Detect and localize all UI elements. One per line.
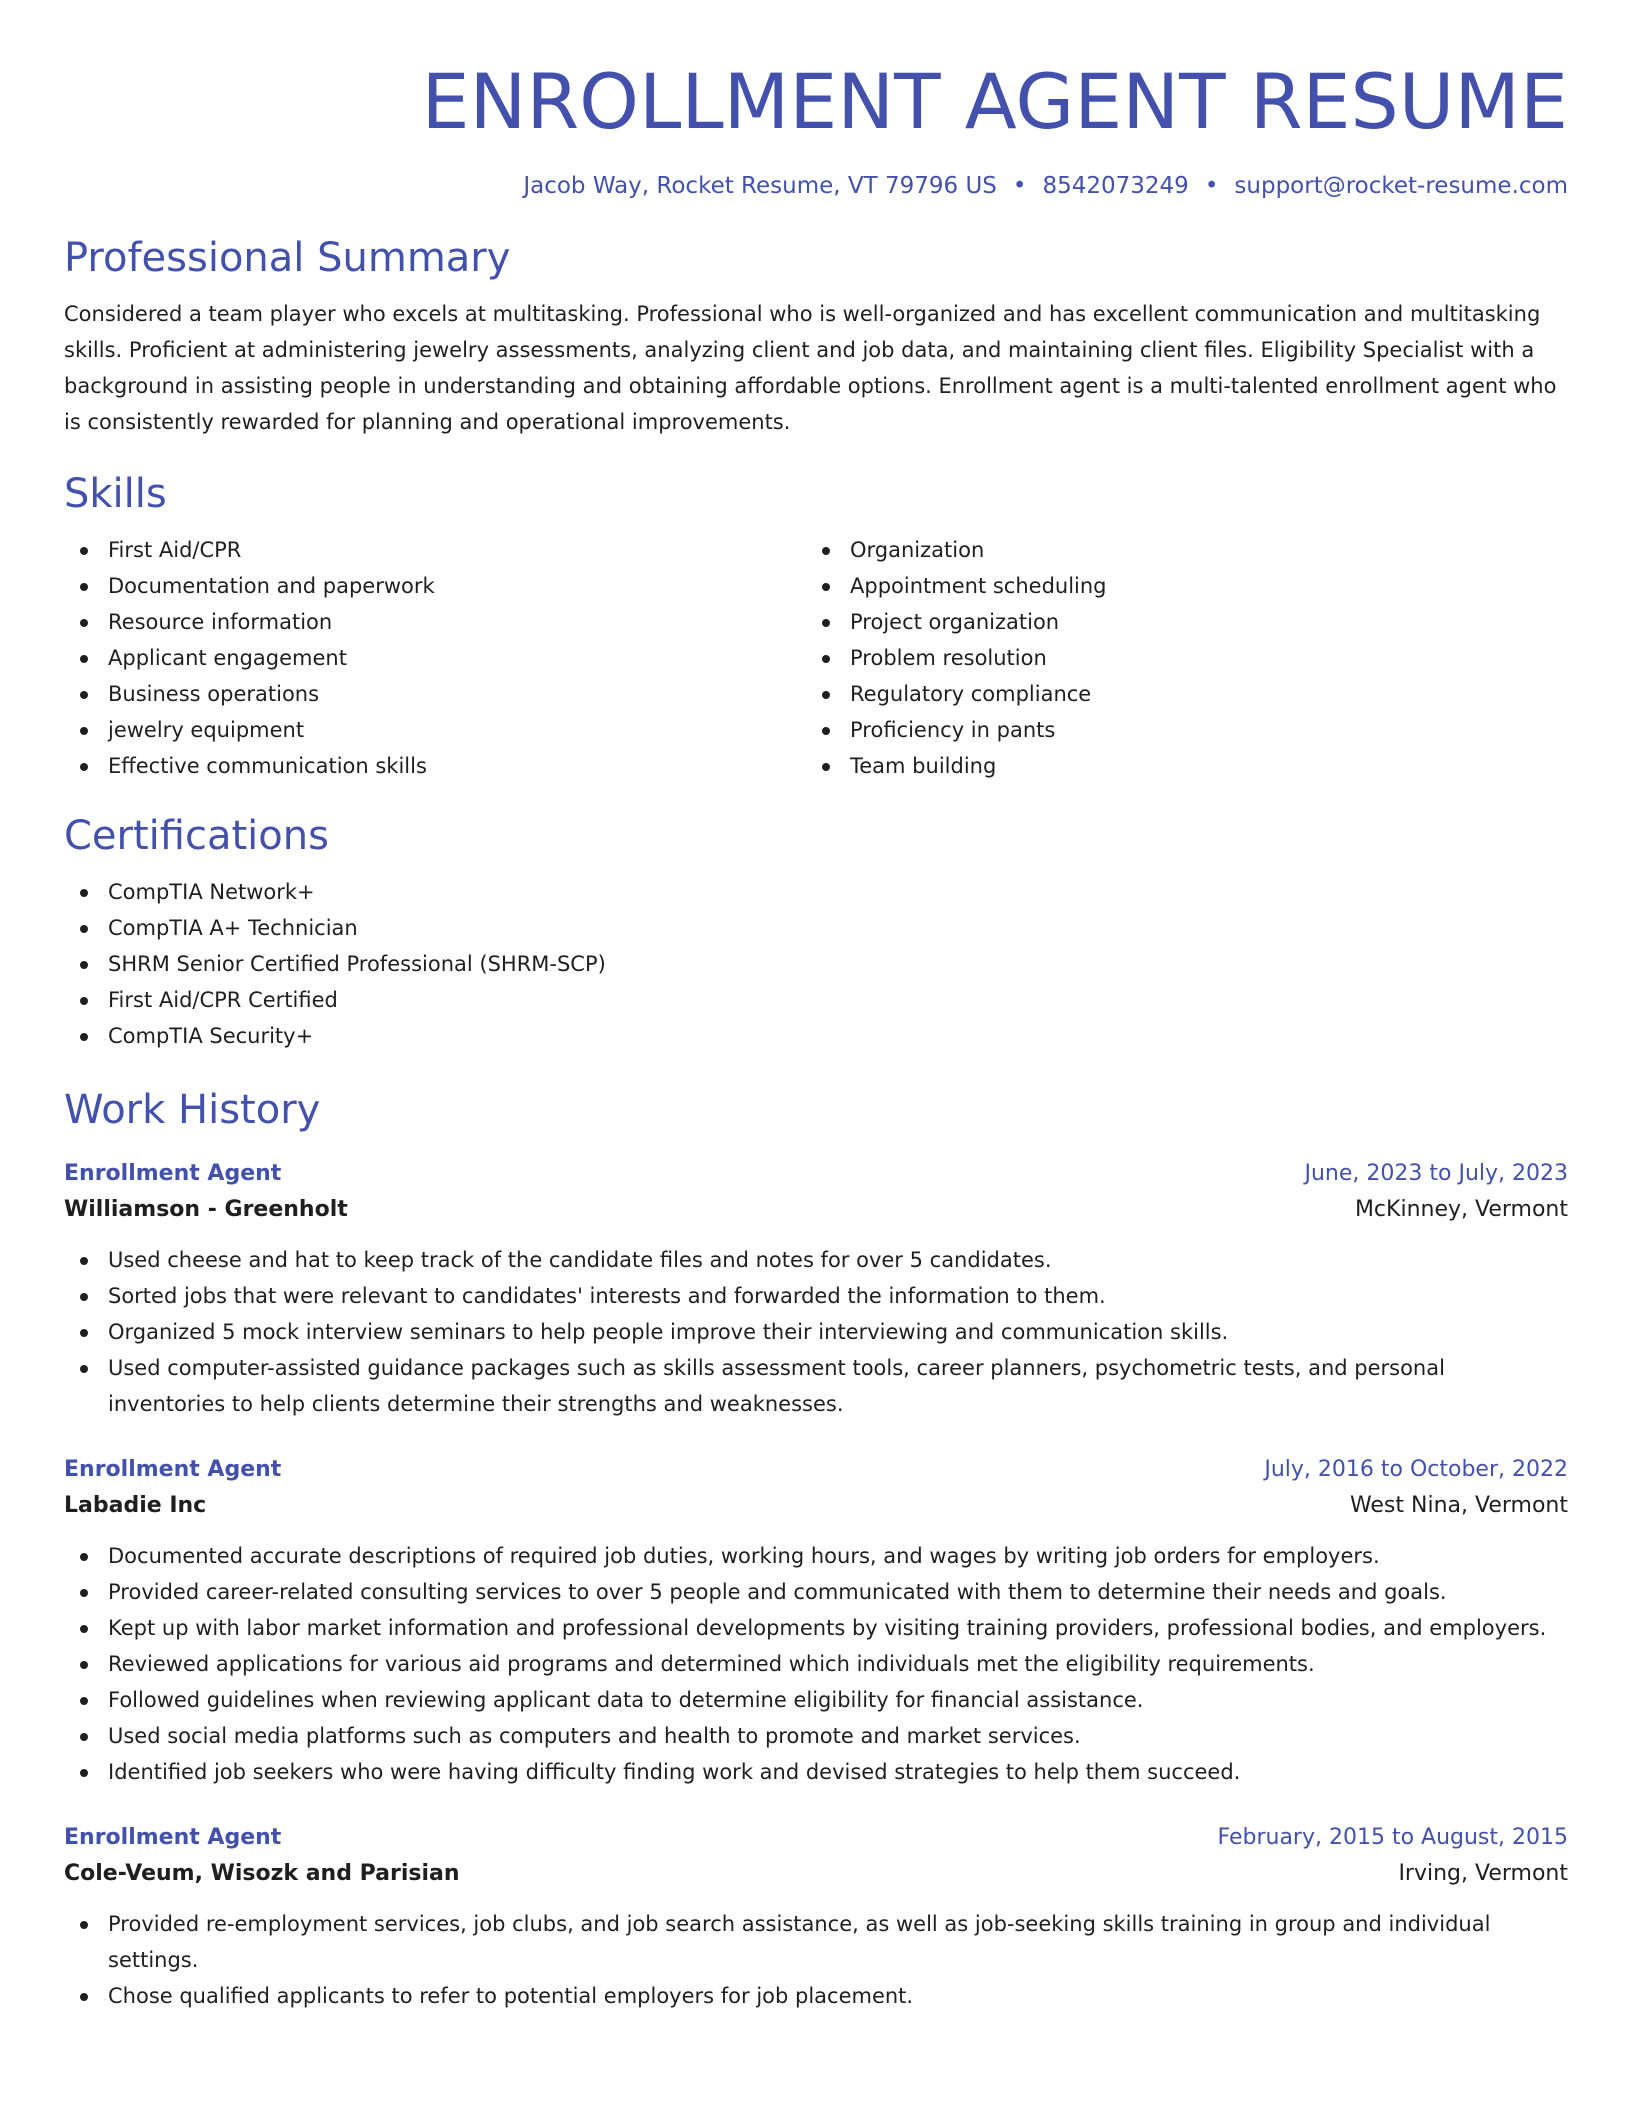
skill-item: Regulatory compliance: [806, 676, 1548, 712]
job-bullet: Documented accurate descriptions of required job duties, working hours, and wages by writing job orders for employers.: [64, 1538, 1568, 1574]
summary-heading: Professional Summary: [64, 235, 511, 281]
contact-address: Jacob Way, Rocket Resume, VT 79796 US: [523, 173, 997, 199]
certification-item: CompTIA Security+: [64, 1018, 1568, 1054]
job-title: Enrollment Agent: [64, 1825, 282, 1850]
job-bullet: Sorted jobs that were relevant to candidates' interests and forwarded the information to them.: [64, 1278, 1568, 1314]
job-bullet-list: [64, 1538, 1568, 1790]
job-header-row: [64, 1452, 1568, 1488]
job-dates: June, 2023 to July, 2023: [1304, 1161, 1568, 1186]
job-header-row: [64, 1820, 1568, 1856]
contact-line: [64, 170, 1568, 202]
job-company: Williamson - Greenholt: [64, 1197, 348, 1222]
skill-item: Proficiency in pants: [806, 712, 1548, 748]
job-entry: [64, 1156, 1568, 1422]
skill-item: Problem resolution: [806, 640, 1548, 676]
job-title: Enrollment Agent: [64, 1457, 282, 1482]
job-bullet: Reviewed applications for various aid programs and determined which individuals met the eligibility requirements.: [64, 1646, 1568, 1682]
job-dates: February, 2015 to August, 2015: [1217, 1825, 1568, 1850]
job-entry: [64, 1452, 1568, 1790]
skill-item: First Aid/CPR: [64, 532, 806, 568]
job-bullet: Provided career-related consulting services to over 5 people and communicated with them to determine their needs and goals.: [64, 1574, 1568, 1610]
job-company-row: [64, 1488, 1568, 1524]
job-location: McKinney, Vermont: [1354, 1197, 1568, 1222]
skill-item: Team building: [806, 748, 1548, 784]
certification-item: CompTIA Network+: [64, 874, 1568, 910]
contact-phone[interactable]: 8542073249: [1042, 173, 1189, 199]
job-company: Labadie Inc: [64, 1493, 207, 1518]
job-bullet: Used computer-assisted guidance packages such as skills assessment tools, career planners, psychometric tests, and personal inventories to help clients determine their strengths and weaknesses.: [64, 1350, 1568, 1422]
job-bullet: Organized 5 mock interview seminars to help people improve their interviewing and communication skills.: [64, 1314, 1568, 1350]
job-company-row: [64, 1192, 1568, 1228]
skills-list-left: [64, 532, 806, 784]
skills-list-right: [806, 532, 1548, 784]
certification-item: SHRM Senior Certified Professional (SHRM-SCP): [64, 946, 1568, 982]
skills-heading: Skills: [64, 471, 167, 517]
skill-item: Appointment scheduling: [806, 568, 1548, 604]
skill-item: jewelry equipment: [64, 712, 806, 748]
skill-item: Effective communication skills: [64, 748, 806, 784]
skills-grid: [64, 532, 1568, 784]
job-bullet-list: [64, 1242, 1568, 1422]
job-company: Cole-Veum, Wisozk and Parisian: [64, 1861, 460, 1886]
skill-item: Applicant engagement: [64, 640, 806, 676]
job-bullet: Followed guidelines when reviewing applicant data to determine eligibility for financial assistance.: [64, 1682, 1568, 1718]
certification-item: First Aid/CPR Certified: [64, 982, 1568, 1018]
job-bullet: Kept up with labor market information and professional developments by visiting training providers, professional bodies, and employers.: [64, 1610, 1568, 1646]
job-bullet: Provided re-employment services, job clubs, and job search assistance, as well as job-seeking skills training in group and individual settings.: [64, 1906, 1568, 1978]
work-history-heading: Work History: [64, 1087, 321, 1133]
contact-separator: •: [1012, 173, 1027, 199]
job-entry: [64, 1820, 1568, 2014]
resume-title: ENROLLMENT AGENT RESUME: [421, 57, 1568, 146]
job-bullet-list: [64, 1906, 1568, 2014]
skill-item: Organization: [806, 532, 1548, 568]
job-bullet: Identified job seekers who were having difficulty finding work and devised strategies to help them succeed.: [64, 1754, 1568, 1790]
job-header-row: [64, 1156, 1568, 1192]
job-bullet: Used social media platforms such as computers and health to promote and market services.: [64, 1718, 1568, 1754]
job-company-row: [64, 1856, 1568, 1892]
skill-item: Business operations: [64, 676, 806, 712]
contact-email[interactable]: support@rocket-resume.com: [1234, 173, 1568, 199]
job-location: Irving, Vermont: [1398, 1861, 1568, 1886]
job-bullet: Used cheese and hat to keep track of the candidate files and notes for over 5 candidates.: [64, 1242, 1568, 1278]
summary-text: Considered a team player who excels at multitasking. Professional who is well-organized and has excellent communication and multitasking skills. Proficient at administering jewelry assessments, analyzing client and job data, and maintaining client files. Eligibility Specialist with a background in assisting people in understanding and obtaining affordable options. Enrollment agent is a multi-talented enrollment agent who is consistently rewarded for planning and operational improvements.: [64, 302, 1557, 434]
skill-item: Documentation and paperwork: [64, 568, 806, 604]
job-dates: July, 2016 to October, 2022: [1264, 1457, 1568, 1482]
certifications-list: [64, 874, 1568, 1054]
contact-separator: •: [1204, 173, 1219, 199]
skill-item: Project organization: [806, 604, 1548, 640]
job-location: West Nina, Vermont: [1349, 1493, 1568, 1518]
skill-item: Resource information: [64, 604, 806, 640]
job-title: Enrollment Agent: [64, 1161, 282, 1186]
certifications-heading: Certifications: [64, 813, 329, 859]
certification-item: CompTIA A+ Technician: [64, 910, 1568, 946]
job-bullet: Chose qualified applicants to refer to potential employers for job placement.: [64, 1978, 1568, 2014]
